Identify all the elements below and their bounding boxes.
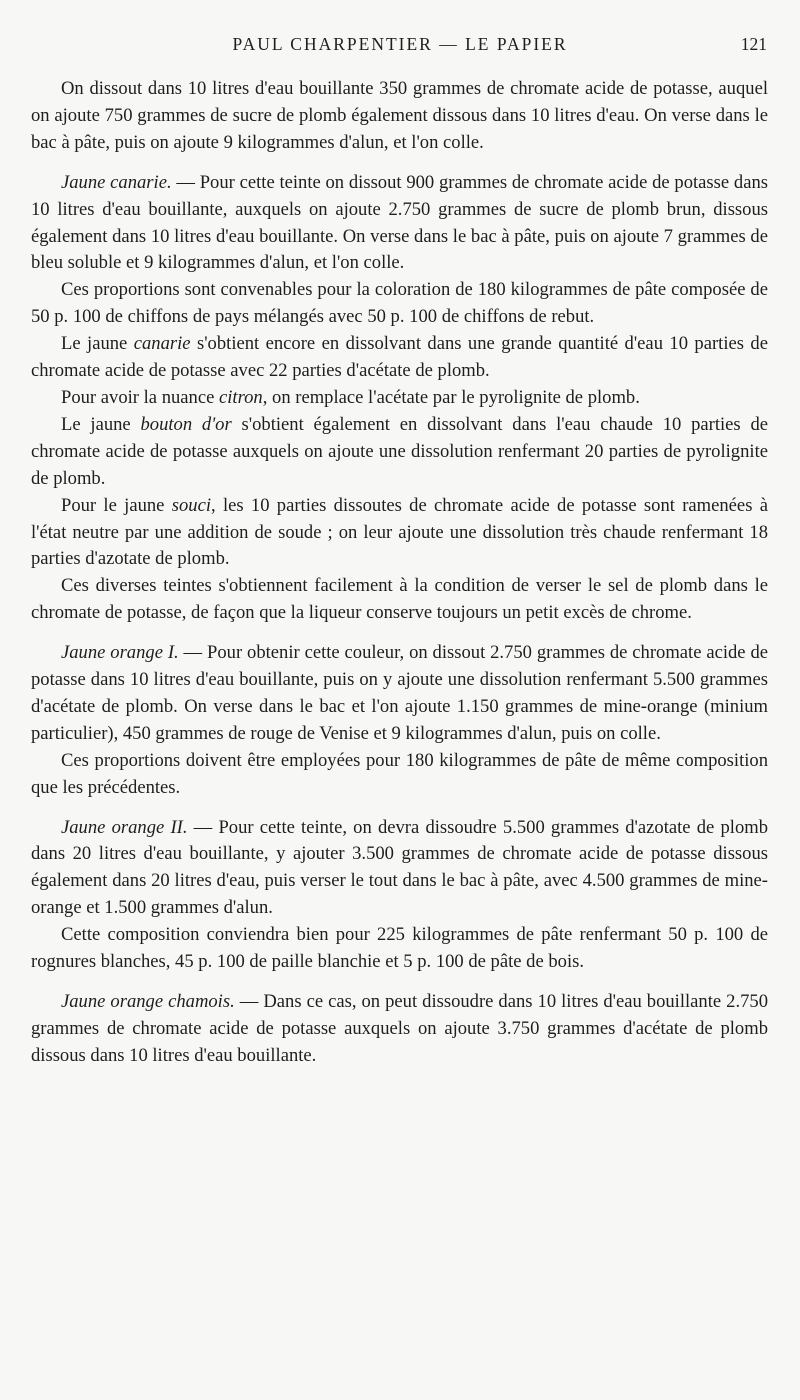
paragraph-text: Le jaune [61,333,134,355]
paragraph-canarie-variant [31,331,768,385]
paragraph-text: Ces proportions sont convenables pour la coloration de 180 kilogrammes de pâte composée de 50 p. 100 de chiffons de pays mélangés avec 50 p. 100 de chiffons de rebut. [31,279,768,328]
paragraph-teintes-condition [31,573,768,627]
page-number: 121 [740,34,767,54]
paragraph-text: — Pour obtenir cette couleur, on dissout 2.750 grammes de chromate acide de potasse dans 10 litres d'eau bouillante, puis on y ajoute une dissolution renfermant 5.500 grammes d'acétate de plomb. On verse dans le bac et l'on ajoute 1.150 grammes de mine-orange (minium particulier), 450 grammes de rouge de Venise et 9 kilogrammes d'alun, puis on colle. [31,642,768,744]
paragraph-jaune-canarie [31,170,768,278]
section-heading: Jaune canarie. [61,171,172,193]
paragraph-text: On dissout dans 10 litres d'eau bouillante 350 grammes de chromate acide de potasse, auquel on ajoute 750 grammes de sucre de plomb également dissous dans 10 litres d'eau. On verse dans le bac à pâte, puis on ajoute 9 kilogrammes d'alun, et l'on colle. [31,78,768,153]
paragraph-text: s'obtient également en dissolvant dans l'eau chaude 10 parties de chromate acide de potasse auxquels on ajoute une dissolution renfermant 20 parties de pyrolignite de plomb. [31,413,768,489]
paragraph-text: Pour le jaune [61,494,172,516]
section-heading: Jaune orange II. [61,816,188,838]
section-heading: Jaune orange I. [61,642,179,664]
paragraph-text: , les 10 parties dissoutes de chromate acide de potasse sont ramenées à l'état neutre par une addition de soude ; on leur ajoute une dissolution très chaude renfermant 18 parties d'azotate de plomb. [31,494,768,570]
paragraph-bouton-dor [31,412,768,493]
italic-term: citron [219,386,263,408]
paragraph-text: Pour avoir la nuance [61,386,219,408]
paragraph-text: , on remplace l'acétate par le pyrolignite de plomb. [262,386,640,408]
paragraph-chromate-intro [31,76,768,157]
paragraph-citron [31,385,768,412]
italic-term: souci [171,494,211,516]
paragraph-text: Ces diverses teintes s'obtiennent facilement à la condition de verser le sel de plomb dans le chromate de potasse, de façon que la liqueur conserve toujours un petit excès de chrome. [31,575,768,624]
paragraph-text: s'obtient encore en dissolvant dans une grande quantité d'eau 10 parties de chromate acide de potasse avec 22 parties d'acétate de plomb. [31,333,768,382]
paragraph-jaune-orange-1 [31,640,768,748]
paragraph-jaune-orange-chamois [31,989,768,1070]
section-heading: Jaune orange chamois. [61,991,235,1012]
paragraph-souci [31,493,768,574]
paragraph-composition-orange-2 [31,922,768,976]
paragraph-text: Ces proportions doivent être employées pour 180 kilogrammes de pâte de même composition que les précédentes. [31,749,768,798]
paragraph-jaune-orange-2 [31,815,768,923]
body-text [31,76,768,1070]
paragraph-text: — Pour cette teinte on dissout 900 grammes de chromate acide de potasse dans 10 litres d'eau bouillante, auxquels on ajoute 2.750 grammes de sucre de plomb brun, dissous également dans 10 litres d'eau bouillante. On verse dans le bac à pâte, puis on ajoute 7 grammes de bleu soluble et 9 kilogrammes d'alun, et l'on colle. [31,171,768,274]
page-header [0,34,800,60]
running-title: PAUL CHARPENTIER — LE PAPIER [232,34,568,54]
paragraph-text: Le jaune [61,413,141,435]
paragraph-proportions-orange-1 [31,748,768,802]
paragraph-text: — Pour cette teinte, on devra dissoudre 5.500 grammes d'azotate de plomb dans 20 litres d'eau bouillante, y ajouter 3.500 grammes de chromate acide de potasse dissous également dans 20 litres d'eau, puis verser le tout dans le bac à pâte, avec 4.500 grammes de mine-orange et 1.500 grammes d'alun. [31,816,768,919]
paragraph-proportions-canarie [31,277,768,331]
italic-term: canarie [133,333,191,355]
paragraph-text: — Dans ce cas, on peut dissoudre dans 10 litres d'eau bouillante 2.750 grammes de chromate acide de potasse auxquels on ajoute 3.750 grammes d'acétate de plomb dissous dans 10 litres d'eau bouillante. [31,991,768,1066]
italic-term: bouton d'or [140,413,232,435]
paragraph-text: Cette composition conviendra bien pour 225 kilogrammes de pâte renfermant 50 p. 100 de rognures blanches, 45 p. 100 de paille blanchie et 5 p. 100 de pâte de bois. [31,924,768,973]
